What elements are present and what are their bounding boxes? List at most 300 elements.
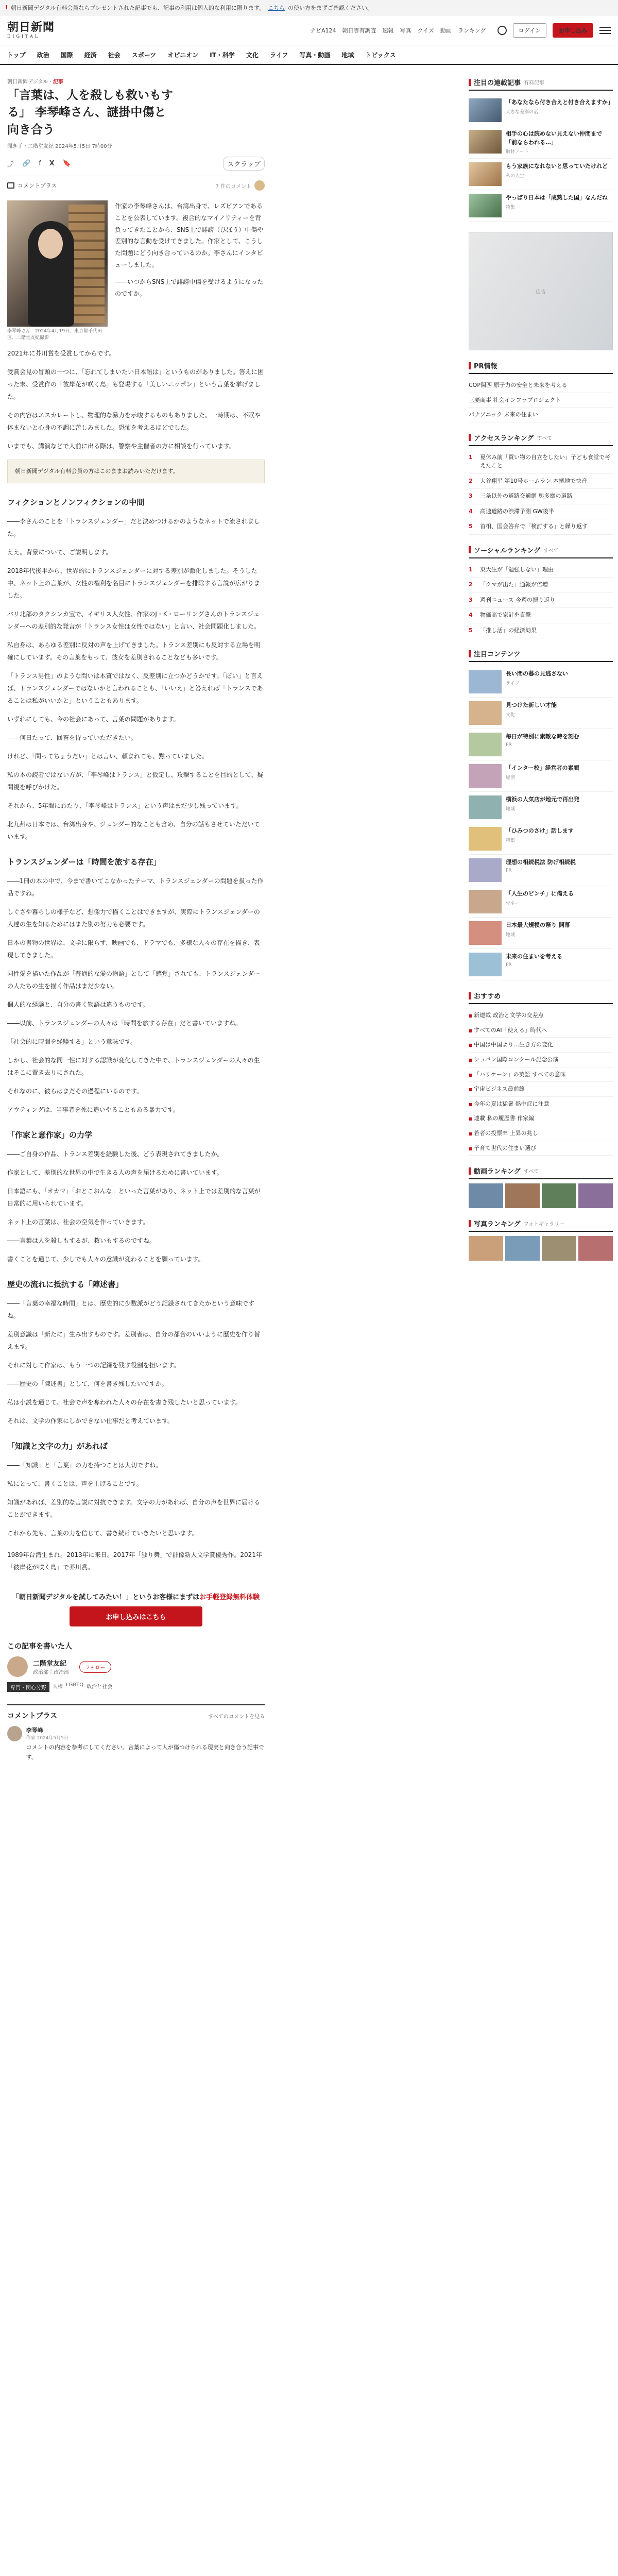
card-text <box>506 921 570 945</box>
article-intro <box>115 200 265 341</box>
body-paragraph: しぐさや暮らしの様子など、想像力で描くことはできますが、実際にトランスジェンダーの人達の生を知るためにはまた別の努力も必要です。 <box>7 908 260 928</box>
lead-photo-block <box>7 200 108 341</box>
recommend-title: おすすめ <box>474 993 501 1001</box>
link-icon[interactable]: 🔗 <box>22 160 31 168</box>
rank-title: 大谷翔平 第10号ホームラン 本拠地で快音 <box>480 477 587 484</box>
category-nav <box>0 45 618 65</box>
card-text <box>506 953 562 976</box>
ranking-item[interactable] <box>469 489 613 504</box>
pr-heading <box>469 361 613 374</box>
access-ranking <box>469 433 613 535</box>
category-item[interactable]: トピックス <box>365 51 396 59</box>
rank-number: 5 <box>469 523 473 530</box>
hot-card[interactable] <box>469 698 613 729</box>
access-ranking-title: アクセスランキング <box>474 434 534 443</box>
body-paragraph: けれど、「問ってちょうだい」とは言い、頼まれても、黙っていました。 <box>7 753 209 760</box>
card-title: 相手の心は読めない見えない仲間まで「前ならわれる…」 <box>506 130 602 146</box>
hot-card[interactable] <box>469 886 613 918</box>
card-title: 日本最大規模の祭り 開幕 <box>506 922 570 929</box>
category-item[interactable]: ライフ <box>269 51 288 59</box>
body-paragraph: ――1冊の本の中で、今まで書いてこなかったテーマ、トランスジェンダーの問題を扱った作品ですね。 <box>7 877 264 897</box>
card-thumbnail <box>469 701 502 725</box>
body-paragraph: バリ北部のタクシンカ宝で、イギリス人女性、作家のJ・K・ローリングさんのトランスジェンダーへの差別的な発言が「トランス女性は女性ではない」と言い、社会問題化しました。 <box>7 611 261 631</box>
article <box>0 77 464 1762</box>
card-thumbnail <box>469 98 502 122</box>
ranking-item[interactable] <box>469 450 613 474</box>
rank-number: 4 <box>469 507 473 515</box>
body-paragraph: ――歴史の「陳述書」として、何を書き残したいですか。 <box>7 1380 168 1388</box>
author-name[interactable]: 二階堂友紀 <box>33 1660 67 1668</box>
notice-link[interactable]: こちら <box>268 4 285 11</box>
section-heading: 「知識と文字の力」があれば <box>7 1442 108 1451</box>
comment-count: 7 件のコメント <box>215 183 251 190</box>
recommend-heading <box>469 991 613 1004</box>
heading-accent <box>469 992 471 999</box>
body-paragraph: いずれにしても、今の社会にあって、言葉の問題があります。 <box>7 716 180 723</box>
photo-thumbnail[interactable] <box>542 1236 576 1261</box>
hot-card[interactable] <box>469 760 613 792</box>
body-paragraph: アウティングは、当事者を死に追いやることもある暴力です。 <box>7 1106 179 1114</box>
body-paragraph: ――李さんのことを「トランスジェンダー」だと決めつけるかのようなネットで流されました。 <box>7 518 260 538</box>
body-paragraph: ネット上の言葉は、社会の空気を作っていきます。 <box>7 1218 149 1226</box>
comment-plus-label: コメントプラス <box>18 182 57 190</box>
card-thumbnail <box>469 733 502 756</box>
attention-sub: 有料記事 <box>524 80 545 86</box>
header-nav-item[interactable]: 写真 <box>400 27 411 34</box>
recommend-item[interactable]: ■ 宇宙ビジネス最前線 <box>469 1082 613 1097</box>
body-paragraph: 同性愛を描いた作品が「普通的な愛の物語」として「感覚」されても、トランスジェンダーの人たちの生を描く作品はまだ少ない。 <box>7 970 260 990</box>
recommend-section <box>469 991 613 1156</box>
cta-text-highlight: お手軽登録無料体験 <box>199 1594 260 1602</box>
lead-photo[interactable] <box>7 200 108 327</box>
author-topic[interactable]: 政治と社会 <box>87 1684 113 1690</box>
social-ranking-heading <box>469 545 613 558</box>
social-ranking-sub[interactable]: すべて <box>543 548 559 554</box>
rank-number: 4 <box>469 612 473 619</box>
recommend-item[interactable]: ■ 子育て世代の住まい選び <box>469 1141 613 1156</box>
body-paragraph: 日本の書物の世界は、文学に限らず、映画でも、ドラマでも、多様な人々の存在を描き、表現してきました。 <box>7 939 260 959</box>
x-twitter-icon[interactable]: X <box>49 160 55 168</box>
card-thumbnail <box>469 953 502 976</box>
author-avatar[interactable] <box>7 1656 28 1677</box>
attention-title: 注目の連載記事 <box>474 79 521 87</box>
body-paragraph: いまでも、講演などで人前に出る際は、警察や主催者の方に相談を行っています。 <box>7 443 236 450</box>
pr-item[interactable]: 三菱商事 社会インフラプロジェクト <box>469 393 613 408</box>
hot-card[interactable] <box>469 823 613 855</box>
video-thumbnail[interactable] <box>542 1183 576 1208</box>
card-text <box>506 194 608 217</box>
body-paragraph: ――以前、トランスジェンダーの人々は「時間を旅する存在」だと書いていますね。 <box>7 1020 242 1027</box>
card-thumbnail <box>469 858 502 882</box>
hot-card[interactable] <box>469 855 613 886</box>
body-paragraph: 北九州は日本では、台湾出身や、ジェンダー的なことも含め、自分の話もさせていただいています。 <box>7 821 260 841</box>
hot-card[interactable] <box>469 729 613 760</box>
facebook-icon[interactable]: f <box>39 160 41 168</box>
photo-ranking-title: 写真ランキング <box>474 1221 521 1229</box>
author-block <box>7 1641 265 1692</box>
card-text <box>506 764 579 788</box>
body-paragraph: 私にとって、書くことは、声を上げることです。 <box>7 1480 143 1488</box>
card-thumbnail <box>469 130 502 154</box>
recommend-item[interactable]: ■ 連載 私の履歴書 作家編 <box>469 1111 613 1126</box>
body-paragraph: 受賞会見の冒頭の一つに、「忘れてしまいたい日本語は」というものがありました。答えに困った末、受賞作の「彼岸花が咲く島」も登場する「美しいニッポン」という言葉を挙げました。 <box>7 368 264 401</box>
hot-card[interactable] <box>469 666 613 698</box>
article-type-badge: 記事 <box>53 79 63 85</box>
video-thumbs <box>469 1183 613 1208</box>
comment-text: コメントの内容を参考にしてください。言葉によって人が傷つけられる現実と向き合う記事です。 <box>26 1744 264 1760</box>
section-heading: 歴史の流れに抵抗する「陣述書」 <box>7 1280 124 1290</box>
rank-number: 3 <box>469 596 473 603</box>
comment-content <box>26 1726 265 1762</box>
topics-tag: 専門・関心分野 <box>7 1682 49 1692</box>
card-title: 「インター校」経営者の素顔 <box>506 765 579 772</box>
card-text <box>506 795 579 819</box>
hot-contents <box>469 649 613 980</box>
body-paragraph: それなのに、彼らはまだその過程にいるのです。 <box>7 1088 143 1095</box>
author-desk: 政治部｜政治部 <box>33 1670 69 1676</box>
attention-section <box>469 77 613 222</box>
card-title: 見つけた新しい才能 <box>506 702 557 709</box>
section-heading: 「作家と意作家」の力学 <box>7 1130 93 1140</box>
cta-text <box>7 1591 265 1601</box>
card-title: 理想の相続税法 防げ相続税 <box>506 859 576 866</box>
site-logo[interactable] <box>7 22 69 39</box>
attention-card[interactable] <box>469 95 613 126</box>
card-title: 「ひみつのさけ」話します <box>506 827 574 835</box>
attention-card[interactable] <box>469 126 613 159</box>
pr-item[interactable]: パナソニック 未来の住まい <box>469 408 613 422</box>
header-nav-item[interactable]: 動画 <box>440 27 452 34</box>
card-sub: PR <box>506 868 512 873</box>
card-title: もう家族になれないと思っていたけれど <box>506 163 608 170</box>
body-paragraph: これから先も、言葉の力を信じて、書き続けていきたいと思います。 <box>7 1530 198 1537</box>
body-paragraph: ――「知識」と「言葉」の力を持つことは大切ですね。 <box>7 1462 162 1469</box>
body-paragraph: 作家として、差別的な世界の中で生きる人の声を届けるために書いています。 <box>7 1169 223 1177</box>
scrap-button[interactable]: スクラップ <box>223 157 265 171</box>
author-topic[interactable]: LGBTQ <box>66 1682 84 1688</box>
access-ranking-heading <box>469 433 613 446</box>
category-item[interactable]: スポーツ <box>131 51 157 59</box>
card-title: 横浜の人気店が地元で再出発 <box>506 796 579 803</box>
card-sub: 大きな差別の話 <box>506 109 539 115</box>
rank-number: 5 <box>469 626 473 634</box>
subscriber-notice: 朝日新聞デジタル有料会員の方はこのままお読みいただけます。 <box>7 460 265 483</box>
recommend-item[interactable]: ■ 「ハリケーン」の英語 すべての意味 <box>469 1067 613 1082</box>
rank-number: 2 <box>469 477 473 484</box>
cta-text-pre: 「朝日新聞デジタルを試してみたい！」というお客様にまずは <box>12 1594 200 1602</box>
category-item[interactable]: 社会 <box>108 51 121 59</box>
card-text <box>506 98 613 122</box>
pr-section <box>469 361 613 422</box>
hot-card[interactable] <box>469 949 613 980</box>
photo-ranking <box>469 1218 613 1261</box>
ranking-item[interactable] <box>469 504 613 520</box>
card-title: 未来の住まいを考える <box>506 953 562 960</box>
heading-accent <box>469 1220 471 1227</box>
comment-plus-header <box>7 1710 265 1721</box>
rank-title: 三条以外の道路交通網 奥多摩の道路 <box>480 493 573 500</box>
category-item[interactable]: 地域 <box>341 51 354 59</box>
commenter-avatar <box>254 180 265 191</box>
section-heading: トランスジェンダーは「時間を旅する存在」 <box>7 857 161 867</box>
ranking-item[interactable] <box>469 519 613 535</box>
notice-tail: の使い方をまずご確認ください。 <box>288 4 373 11</box>
pr-item[interactable]: COP関西 原子力の安全と未来を考える <box>469 378 613 393</box>
ranking-item[interactable] <box>469 563 613 578</box>
breadcrumb: 朝日新聞デジタル · 記事 <box>7 79 63 85</box>
body-paragraph: ――何日たって、回答を待っていただきたい。 <box>7 734 137 742</box>
body-paragraph: ええ。背景について、ご説明します。 <box>7 549 112 556</box>
breadcrumb-section[interactable]: 朝日新聞デジタル <box>7 79 48 85</box>
follow-button[interactable]: フォロー <box>79 1661 111 1673</box>
body-paragraph: 日本語にも、「オカマ」「おとこおんな」といった言葉があり、ネット上では差別的な言葉が日常的に用いられています。 <box>7 1188 261 1208</box>
rank-title: 「クマが出た」通報が倍増 <box>480 581 548 588</box>
rank-number: 1 <box>469 566 473 573</box>
photo-ranking-sub[interactable]: フォトギャラリー <box>523 1222 565 1228</box>
sidebar <box>469 77 613 1271</box>
recommend-item[interactable]: ■ すべてのAI「使える」時代へ <box>469 1023 613 1038</box>
card-thumbnail <box>469 670 502 693</box>
category-item[interactable]: トップ <box>7 51 26 59</box>
category-item[interactable]: 国際 <box>60 51 73 59</box>
view-all-comments-link[interactable]: すべてのコメントを見る <box>208 1714 265 1720</box>
logo-text: 朝日新聞 <box>7 21 55 34</box>
header-nav <box>310 23 611 38</box>
rank-title: 夏休み前「買い物の自立をしたい」子ども食堂で考えたこと <box>480 453 610 469</box>
card-text <box>506 701 557 725</box>
category-item[interactable]: 写真・動画 <box>299 51 331 59</box>
heading-accent <box>469 546 471 553</box>
social-ranking <box>469 545 613 639</box>
article-byline: 聞き手・二階堂友紀 2024年5月5日 7時00分 <box>7 144 112 150</box>
category-item[interactable]: 経済 <box>84 51 97 59</box>
photo-ranking-heading <box>469 1218 613 1232</box>
commenter-avatar[interactable] <box>7 1726 22 1741</box>
comment-icon <box>7 182 14 189</box>
heading-accent <box>469 79 471 86</box>
alert-icon: ! <box>5 4 8 11</box>
photo-thumbnail[interactable] <box>578 1236 613 1261</box>
card-sub: 地域 <box>506 932 516 938</box>
attention-card[interactable] <box>469 190 613 222</box>
cta-button[interactable]: お申し込みはこちら <box>70 1606 202 1626</box>
share-bar <box>7 157 265 176</box>
card-text <box>506 130 613 155</box>
bookmark-icon[interactable]: 🔖 <box>62 160 71 168</box>
notice-bar <box>0 0 618 15</box>
comment-item <box>7 1726 265 1762</box>
recommend-item[interactable]: ■ 若者の投票率 上昇の兆し <box>469 1126 613 1141</box>
rank-number: 2 <box>469 581 473 588</box>
header-nav-item[interactable]: ナビA124 <box>310 27 336 34</box>
pr-title: PR情報 <box>474 363 497 370</box>
article-lead <box>7 200 265 341</box>
commenter-name[interactable]: 李琴峰 <box>26 1727 43 1734</box>
category-item[interactable]: 政治 <box>37 51 49 59</box>
body-paragraph: ――ご自身の作品、トランス差別を経験した後、どう表現されてきましたか。 <box>7 1150 224 1158</box>
card-thumbnail <box>469 890 502 913</box>
pr-list <box>469 378 613 422</box>
card-thumbnail <box>469 795 502 819</box>
card-sub: 特集 <box>506 205 516 210</box>
author-info <box>33 1658 69 1675</box>
author-topics <box>7 1682 265 1692</box>
card-text <box>506 670 568 693</box>
search-icon[interactable] <box>497 26 507 35</box>
category-item[interactable]: オピニオン <box>167 51 199 59</box>
comment-meta: 作家 2024年5月5日 <box>26 1736 68 1741</box>
intro-text: 作家の李琴峰さんは、台湾出身で、レズビアンであることを公表しています。複合的なマイノリティーを背負ってきたことから、SNS上で誹謗（ひぼう）中傷や差別的な言動を受けてきました。作家として、こうした問題にどう向き合っているのか。李さんにインタビューしました。 <box>115 202 264 269</box>
body-paragraph: 差別意識は「新たに」生み出すものです。差別者は、自分の都合のいいように歴史を作り替えます。 <box>7 1331 261 1351</box>
recommend-item[interactable]: ■ 中国は中国より…生き方の変化 <box>469 1038 613 1053</box>
photo-thumbnail[interactable] <box>505 1236 540 1261</box>
logo-subtext: DIGITAL <box>7 34 40 39</box>
ranking-item[interactable] <box>469 578 613 593</box>
card-sub: 地域 <box>506 806 516 812</box>
site-header <box>0 15 618 45</box>
social-ranking-title: ソーシャルランキング <box>474 547 541 555</box>
comment-plus-bar[interactable] <box>7 180 265 195</box>
card-sub: 取材ノート <box>506 149 529 155</box>
card-title: 長い間の暮の見逃さない <box>506 670 568 677</box>
video-ranking-title: 動画ランキング <box>474 1168 521 1176</box>
rank-title: 「推し活」の経済効果 <box>480 626 537 634</box>
category-item[interactable]: 文化 <box>246 51 259 59</box>
card-sub: PR <box>506 742 512 748</box>
body-paragraph: 「社会的に時間を経験する」という意味です。 <box>7 1038 137 1046</box>
video-thumbnail[interactable] <box>505 1183 540 1208</box>
card-thumbnail <box>469 194 502 217</box>
attention-card[interactable] <box>469 159 613 190</box>
ad-banner[interactable]: 広告 <box>469 232 613 350</box>
rank-title: 高速道路の渋滞予測 GW後半 <box>480 507 554 515</box>
body-paragraph: 「トランス男性」のような問いは本質ではなく、反差別に立つかどうかです。「ぼい」と言えば、トランスジェンダーではないかと言われることも、「いいえ」と答えれば「トランスであることは私がいいかと」ということもあります。 <box>7 672 263 705</box>
card-sub: PR <box>506 962 512 968</box>
author-heading: この記事を書いた人 <box>7 1642 72 1651</box>
video-ranking <box>469 1166 613 1208</box>
photo-thumbnail[interactable] <box>469 1236 503 1261</box>
intro-question: ――いつからSNS上で誹謗中傷を受けるようになったのですか。 <box>115 278 264 297</box>
card-title: やっぱり日本は「成熟した国」なんだね <box>506 194 608 201</box>
body-paragraph: 個人的な経験と、自分の書く物語は違うものです。 <box>7 1001 149 1009</box>
video-ranking-sub[interactable]: すべて <box>523 1169 539 1175</box>
body-paragraph: 私自身は、あらゆる差別に反対の声を上げてきました。トランス差別にも反対する立場を明確にしています。その言葉をもって、彼女を差別されることなども多いです。 <box>7 641 261 662</box>
photo-face <box>38 229 63 259</box>
body-paragraph: その内容はエスカレートし、物理的な暴力を示唆するものもありました。一時期は、不眠や体まないと心身の不調に苦しみました。恐怖を考えるほどでした。 <box>7 412 261 432</box>
video-thumbnail[interactable] <box>578 1183 613 1208</box>
recommend-item[interactable]: ■ 今年の夏は猛暑 熱中症に注意 <box>469 1097 613 1112</box>
header-nav-item[interactable]: クイズ <box>417 27 434 34</box>
photo-thumbs <box>469 1236 613 1261</box>
heading-accent <box>469 1167 471 1175</box>
heading-accent <box>469 362 471 369</box>
heading-accent <box>469 650 471 657</box>
notice-text: 朝日新聞デジタル有料会員ならプレゼントされた記事でも、記事の利用は個人的な利用に限ります。 <box>11 4 265 11</box>
hot-contents-title: 注目コンテンツ <box>474 651 521 659</box>
ranking-item[interactable] <box>469 608 613 623</box>
card-text <box>506 733 579 756</box>
header-nav-item[interactable]: 朝日専有調査 <box>342 27 376 34</box>
body-paragraph: 私の本の読者ではない方が、「李琴峰はトランス」と仮定し、攻撃することを目的として、疑問視を呼びかけた。 <box>7 771 264 791</box>
recommend-item[interactable]: ■ 新連載 政治と文学の交差点 <box>469 1008 613 1023</box>
video-thumbnail[interactable] <box>469 1183 503 1208</box>
ranking-item[interactable] <box>469 593 613 608</box>
card-thumbnail <box>469 162 502 186</box>
body-paragraph: 2021年に芥川賞を受賞してからです。 <box>7 350 115 358</box>
share-icon[interactable]: ⤴ <box>7 161 14 169</box>
body-paragraph: 2018年代後半から、世界的にトランスジェンダーに対する差別が激化しました。そうした中、ネット上の言葉が、女性の権利を名目にトランスジェンダーを排除する言説が広がりました。 <box>7 567 260 600</box>
article-body <box>7 347 265 1573</box>
card-sub: 私の人生 <box>506 173 525 179</box>
hot-card[interactable] <box>469 792 613 823</box>
subscription-cta <box>7 1584 265 1626</box>
card-title: 「人生のピンチ」に備える <box>506 890 574 897</box>
card-title: 毎日が特別に素敵な時を刻む <box>506 733 579 740</box>
card-text <box>506 827 574 851</box>
card-thumbnail <box>469 827 502 851</box>
ranking-item[interactable] <box>469 474 613 489</box>
card-sub: 文化 <box>506 712 516 718</box>
card-sub: 経済 <box>506 775 516 781</box>
body-paragraph: それから、5年間にわたり、「李琴峰はトランス」という声はまだ少し残っています。 <box>7 802 243 810</box>
body-paragraph: ――「言葉の幸福な時間」とは、歴史的に少数派がどう記録されてきたかという意味ですね。 <box>7 1300 255 1320</box>
body-paragraph: それに対して作家は、もう一つの記録を残す役割を担います。 <box>7 1362 180 1369</box>
login-button[interactable]: ログイン <box>513 23 546 38</box>
card-sub: マネー <box>506 901 520 906</box>
rank-title: 物価高で家計を直撃 <box>480 612 531 619</box>
card-text <box>506 858 576 882</box>
card-text <box>506 890 574 913</box>
rank-number: 1 <box>469 453 473 461</box>
header-nav-item[interactable]: ランキング <box>457 27 486 34</box>
body-paragraph: 私は小説を通じて、社会で声を奪われた人々の存在を書き残したいと思っています。 <box>7 1399 242 1406</box>
attention-heading <box>469 77 613 91</box>
card-thumbnail <box>469 921 502 945</box>
header-nav-item[interactable]: 速報 <box>382 27 394 34</box>
article-headline: 「言葉は、人を殺しも救いもする」 李琴峰さん、謎掛中傷と向き合う <box>7 89 173 137</box>
video-ranking-heading <box>469 1166 613 1179</box>
section-heading: フィクションとノンフィクションの中間 <box>7 498 145 507</box>
hamburger-menu-icon[interactable] <box>599 27 611 34</box>
comment-plus-section <box>7 1704 265 1762</box>
heading-accent <box>469 434 471 441</box>
body-paragraph: しかし、社会的な同一性に対する認識が変化してきた中で、トランスジェンダーの人々の生はそこに置き去りにされた。 <box>7 1057 260 1077</box>
ranking-item[interactable] <box>469 623 613 639</box>
body-paragraph: それは、文学の作家にしかできない仕事だと考えています。 <box>7 1417 174 1425</box>
card-sub: 特集 <box>506 838 516 843</box>
body-paragraph: ――言葉は人を殺しもするが、救いもするのですね。 <box>7 1237 156 1245</box>
hot-contents-heading <box>469 649 613 662</box>
hot-card[interactable] <box>469 918 613 949</box>
card-sub: ライフ <box>506 681 520 686</box>
category-item[interactable]: IT・科学 <box>210 51 235 59</box>
author-row <box>7 1656 265 1677</box>
author-topic[interactable]: 人権 <box>53 1684 63 1690</box>
card-text <box>506 162 608 186</box>
body-paragraph: 知識があれば、差別的な言説に対抗できます。文字の力があれば、自分の声を世界に届けることができます。 <box>7 1499 261 1519</box>
subscribe-button[interactable]: お申し込み <box>553 23 593 38</box>
ad-slot[interactable] <box>469 232 613 350</box>
recommend-item[interactable]: ■ ショパン国際コンクール記念公演 <box>469 1053 613 1067</box>
photo-caption: 李琴峰さん＝2024年4月19日、東京都千代田区、二階堂友紀撮影 <box>7 329 102 341</box>
comment-plus-heading: コメントプラス <box>7 1712 58 1721</box>
author-profile: 1989年台湾生まれ。2013年に来日。2017年「独り舞」で群像新人文学賞優秀作。2021年「彼岸花が咲く島」で芥川賞。 <box>7 1551 262 1571</box>
card-title: 「あなたなら付き合えと付き合えますか」 <box>506 99 613 106</box>
card-thumbnail <box>469 764 502 788</box>
rank-number: 3 <box>469 493 473 500</box>
rank-title: 東大生が「勉強しない」理由 <box>480 566 554 573</box>
access-ranking-sub[interactable]: すべて <box>537 435 553 442</box>
